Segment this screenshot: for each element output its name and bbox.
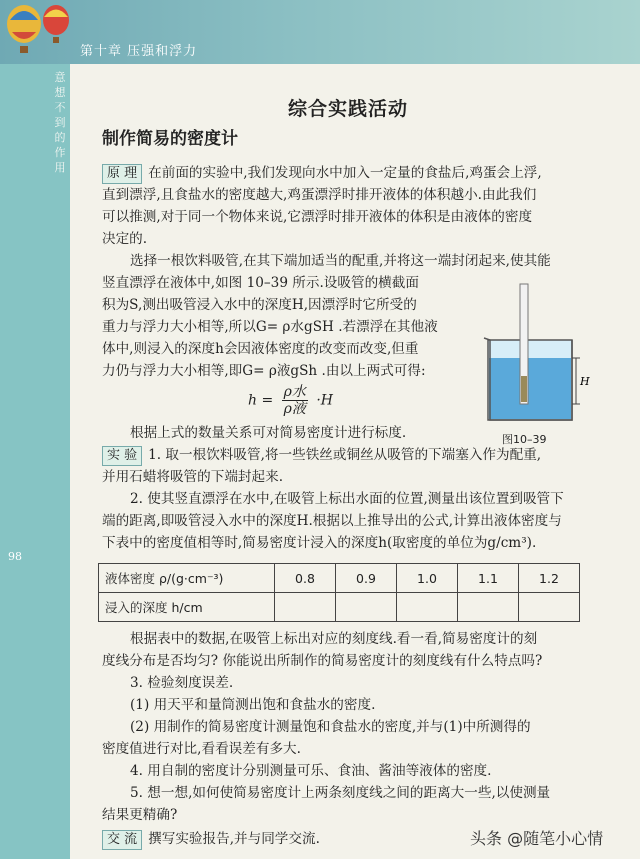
section-subtitle: 制作简易的密度计 xyxy=(102,129,238,149)
table-cell: 0.8 xyxy=(275,564,336,593)
chapter-title: 第十章 压强和浮力 xyxy=(80,44,198,59)
text-line: (1) 用天平和量筒测出饱和食盐水的密度. xyxy=(130,697,376,713)
exchange-tag: 交 流 xyxy=(102,830,142,850)
table-cell xyxy=(336,593,397,622)
text-line: (2) 用制作的简易密度计测量饱和食盐水的密度,并与(1)中所测得的 xyxy=(130,719,531,735)
principle-body-line: 竖直漂浮在液体中,如图 10–39 所示.设吸管的横截面 xyxy=(102,275,419,291)
figure-caption: 图10–39 xyxy=(502,433,547,446)
beaker-figure xyxy=(480,280,592,426)
principle-line: 可以推测,对于同一个物体来说,它漂浮时排开液体的体积是由液体的密度 xyxy=(102,209,533,225)
principle-body-line: 积为S,测出吸管浸入水中的深度H,因漂浮时它所受的 xyxy=(102,297,417,313)
table-row xyxy=(99,593,580,622)
formula-numerator: ρ水 xyxy=(283,384,306,400)
density-formula xyxy=(248,384,333,417)
sidebar-vertical-text: 意想不到的作用 xyxy=(54,71,66,174)
calibration-note: 根据上式的数量关系可对简易密度计进行标度. xyxy=(130,425,407,441)
section-title: 综合实践活动 xyxy=(288,98,409,120)
experiment-step: 端的距离,即吸管浸入水中的深度H.根据以上推导出的公式,计算出液体密度与 xyxy=(102,513,562,529)
after-table-block xyxy=(102,628,622,850)
hot-air-balloon-icon xyxy=(2,2,76,62)
formula-denominator: ρ液 xyxy=(283,401,306,417)
formula-right: ·H xyxy=(316,392,334,409)
experiment-tag: 实 验 xyxy=(102,446,142,466)
density-table xyxy=(98,563,580,622)
text-line: 度线分布是否均匀? 你能说出所制作的简易密度计的刻度线有什么特点吗? xyxy=(102,653,543,669)
table-row xyxy=(99,564,580,593)
table-cell xyxy=(519,593,580,622)
text-line: 密度值进行对比,看看误差有多大. xyxy=(102,741,301,757)
table-cell: 0.9 xyxy=(336,564,397,593)
principle-line: 在前面的实验中,我们发现向水中加入一定量的食盐后,鸡蛋会上浮, xyxy=(148,165,542,181)
chapter-header-bar xyxy=(0,0,640,64)
experiment-block xyxy=(102,444,622,554)
page-number: 98 xyxy=(8,550,22,563)
exchange-text: 撰写实验报告,并与同学交流. xyxy=(148,831,320,847)
principle-body-line: 重力与浮力大小相等,所以G= ρ水gSH .若漂浮在其他液 xyxy=(102,319,438,335)
depth-label: H xyxy=(580,375,590,388)
principle-body-line: 力仍与浮力大小相等,即G= ρ液gSh .由以上两式可得: xyxy=(102,363,426,379)
side-margin xyxy=(0,64,70,859)
table-header-depth: 浸入的深度 h/cm xyxy=(99,593,275,622)
text-line: 结果更精确? xyxy=(102,807,178,823)
table-cell xyxy=(275,593,336,622)
principle-body-line: 体中,则浸入的深度h会因液体密度的改变而改变,但重 xyxy=(102,341,419,357)
experiment-step: 下表中的密度值相等时,简易密度计浸入的深度h(取密度的单位为g/cm³). xyxy=(102,535,537,551)
formula-fraction xyxy=(282,384,308,417)
table-cell: 1.0 xyxy=(397,564,458,593)
text-line: 根据表中的数据,在吸管上标出对应的刻度线.看一看,简易密度计的刻 xyxy=(130,631,538,647)
text-line: 5. 想一想,如何使简易密度计上两条刻度线之间的距离大一些,以使测量 xyxy=(130,785,551,801)
table-cell: 1.1 xyxy=(458,564,519,593)
experiment-step: 并用石蜡将吸管的下端封起来. xyxy=(102,469,284,485)
principle-tag: 原 理 xyxy=(102,164,142,184)
table-cell: 1.2 xyxy=(519,564,580,593)
formula-left: h = xyxy=(248,392,274,409)
experiment-step: 1. 取一根饮料吸管,将一些铁丝或铜丝从吸管的下端塞入作为配重, xyxy=(148,447,542,463)
experiment-step: 2. 使其竖直漂浮在水中,在吸管上标出水面的位置,测量出该位置到吸管下 xyxy=(130,491,564,507)
principle-body-line: 选择一根饮料吸管,在其下端加适当的配重,并将这一端封闭起来,使其能 xyxy=(130,253,551,269)
table-cell xyxy=(458,593,519,622)
text-line: 3. 检验刻度误差. xyxy=(130,675,234,691)
principle-line: 直到漂浮,且食盐水的密度越大,鸡蛋漂浮时排开液体的体积越小.由此我们 xyxy=(102,187,537,203)
table-header-density: 液体密度 ρ/(g·cm⁻³) xyxy=(99,564,275,593)
watermark-text: 头条 @随笔小心情 xyxy=(470,829,604,848)
text-line: 4. 用自制的密度计分别测量可乐、食油、酱油等液体的密度. xyxy=(130,763,492,779)
table-cell xyxy=(397,593,458,622)
principle-line: 决定的. xyxy=(102,231,148,247)
